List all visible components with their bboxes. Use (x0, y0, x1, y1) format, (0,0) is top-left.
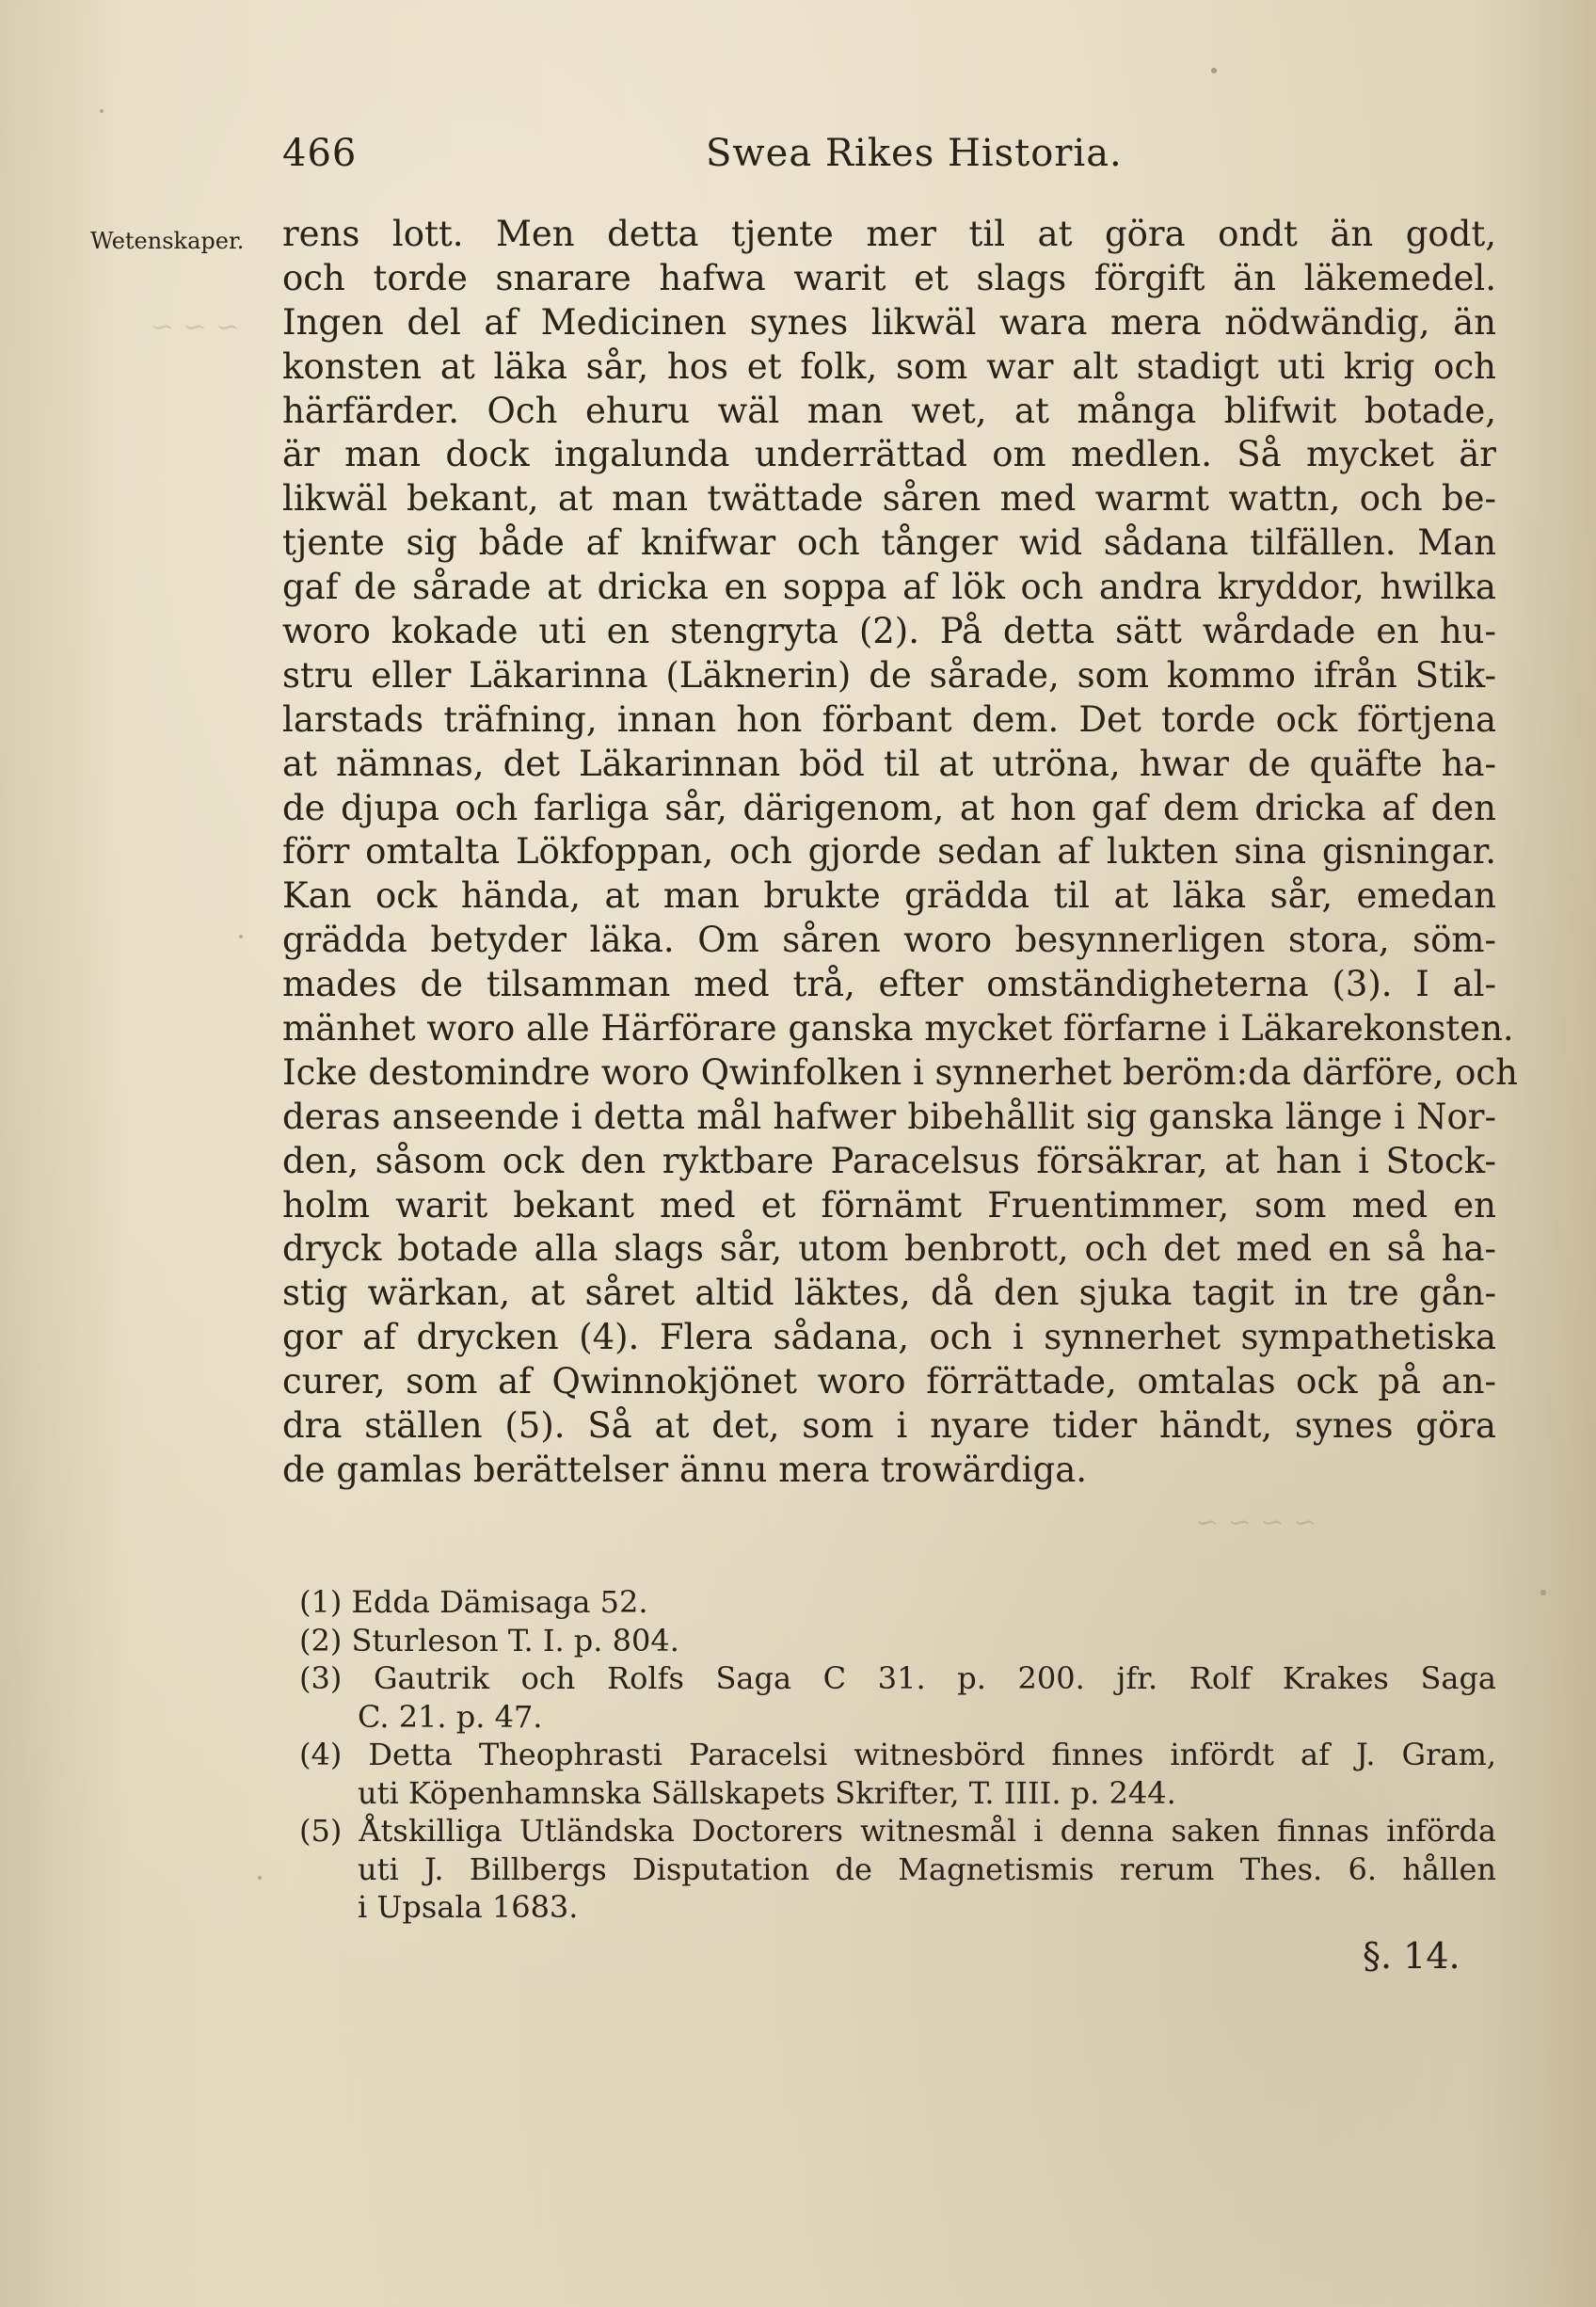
text-line: stru eller Läkarinna (Läknerin) de sårade, som kommo ifrån Stik- (282, 654, 1496, 696)
text-line: curer, som af Qwinnokjönet woro förrättade, omtalas ock på an- (282, 1361, 1496, 1402)
text-line: och torde snarare hafwa warit et slags förgift än läkemedel. (282, 257, 1496, 298)
footnote-continuation: uti Köpenhamnska Sällskapets Skrifter, T. IIII. p. 244. (358, 1774, 1176, 1811)
text-line: larstads träfning, innan hon förbant dem. Det torde ock förtjena (282, 698, 1496, 740)
footnote: (4) Detta Theophrasti Paracelsi witnesbörd finnes infördt af J. Gram, (299, 1737, 1496, 1772)
text-line: holm warit bekant med et förnämt Fruentimmer, som med en (282, 1184, 1496, 1226)
footnote-continuation: C. 21. p. 47. (358, 1698, 543, 1735)
catchword: §. 14. (1363, 1935, 1460, 1977)
running-head (282, 132, 1148, 188)
text-line: den, såsom ock den ryktbare Paracelsus försäkrar, at han i Stock- (282, 1140, 1496, 1181)
body-text (282, 213, 1518, 1493)
text-line: deras anseende i detta mål hafwer bibehållit sig ganska länge i Nor- (282, 1096, 1496, 1137)
text-line: woro kokade uti en stengryta (2). På detta sätt wårdade en hu- (282, 611, 1496, 652)
text-line: grädda betyder läka. Om såren woro besynnerligen stora, söm- (282, 920, 1496, 961)
footnote: (3) Gautrik och Rolfs Saga C 31. p. 200. jfr. Rolf Krakes Saga (299, 1660, 1496, 1696)
text-line: at nämnas, det Läkarinnan böd til at utröna, hwar de quäfte ha- (282, 743, 1496, 784)
text-line: de gamlas berättelser ännu mera trowärdiga. (282, 1449, 1088, 1490)
text-line: dryck botade alla slags sår, utom benbrott, och det med en så ha- (282, 1228, 1496, 1270)
footnote: (5) Åtskilliga Utländska Doctorers witnesmål i denna saken finnas införda (299, 1813, 1496, 1849)
text-line: gor af drycken (4). Flera sådana, och i synnerhet sympathetiska (282, 1317, 1496, 1358)
text-line: är man dock ingalunda underrättad om medlen. Så mycket är (282, 434, 1496, 475)
page-number: 466 (282, 132, 358, 175)
text-line: förr omtalta Lökfoppan, och gjorde sedan af lukten sina gisningar. (282, 831, 1496, 873)
footnote: (2) Sturleson T. I. p. 804. (299, 1622, 679, 1658)
book-title: Swea Rikes Historia. (706, 132, 1123, 175)
text-line: rens lott. Men detta tjente mer til at göra ondt än godt, (282, 214, 1496, 254)
bleed-through-text: ~ ~ ~ ~ (1195, 1506, 1317, 1539)
text-line: dra ställen (5). Så at det, som i nyare tider händt, synes göra (282, 1405, 1496, 1447)
footnote-continuation: i Upsala 1683. (358, 1889, 579, 1925)
margin-note: Wetenskaper. (90, 228, 245, 254)
bleed-through-text: ~ ~ ~ (151, 311, 240, 344)
footnotes (299, 1583, 1496, 1927)
footnote-continuation: uti J. Billbergs Disputation de Magnetismis rerum Thes. 6. hållen (358, 1850, 1496, 1887)
footnote: (1) Edda Dämisaga 52. (299, 1584, 648, 1620)
text-line: mades de tilsamman med trå, efter omständigheterna (3). I al- (282, 964, 1496, 1005)
text-line: gaf de sårade at dricka en soppa af lök och andra kryddor, hwilka (282, 567, 1496, 608)
text-line: härfärder. Och ehuru wäl man wet, at många blifwit botade, (282, 390, 1496, 431)
text-line: de djupa och farliga sår, därigenom, at hon gaf dem dricka af den (282, 787, 1496, 828)
text-line: Kan ock hända, at man brukte grädda til at läka sår, emedan (282, 875, 1496, 917)
text-line: Icke destomindre woro Qwinfolken i synnerhet beröm:da därföre, och (282, 1051, 1518, 1093)
text-line: likwäl bekant, at man twättade såren med warmt wattn, och be- (282, 478, 1496, 520)
text-line: konsten at läka sår, hos et folk, som war alt stadigt uti krig och (282, 345, 1496, 387)
text-line: stig wärkan, at såret altid läktes, då den sjuka tagit in tre gån- (282, 1273, 1496, 1314)
text-line: mänhet woro alle Härförare ganska mycket förfarne i Läkarekonsten. (282, 1008, 1514, 1049)
text-line: tjente sig både af knifwar och tånger wid sådana tilfällen. Man (282, 522, 1496, 564)
text-line: Ingen del af Medicinen synes likwäl wara mera nödwändig, än (282, 301, 1496, 343)
